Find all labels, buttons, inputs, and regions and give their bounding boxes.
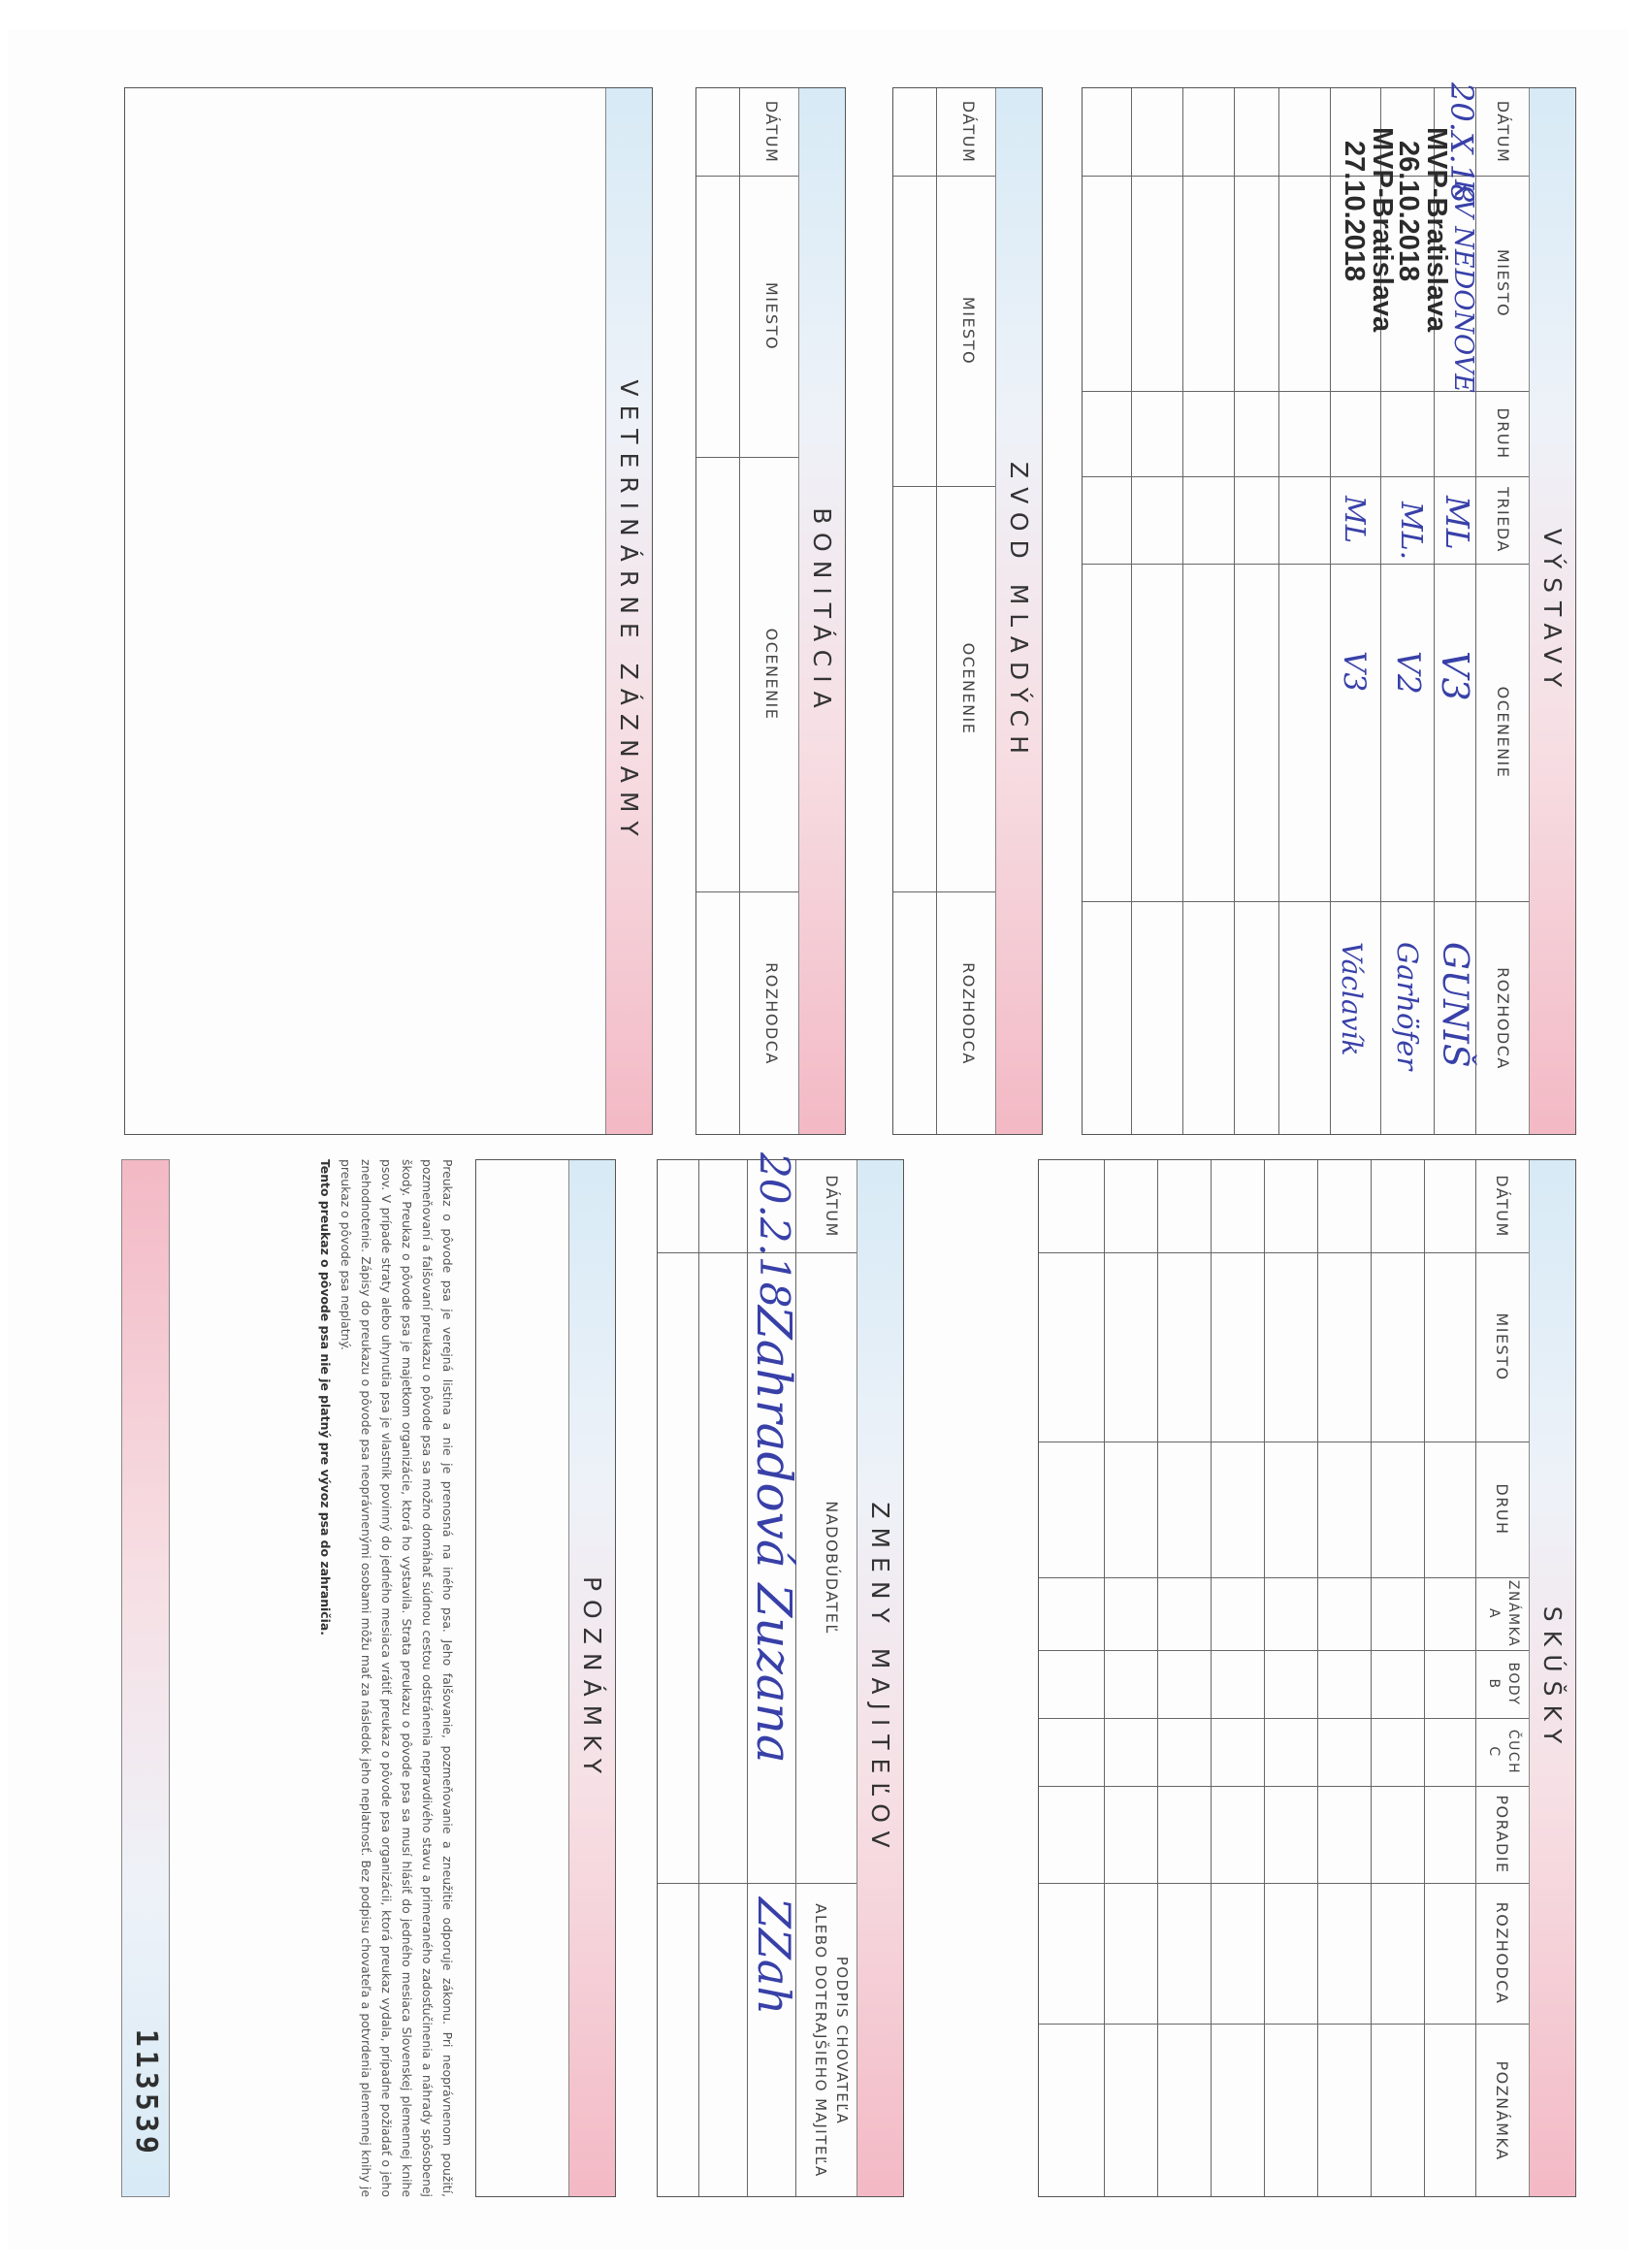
skusky-col-znamka-sub: A <box>1486 1607 1502 1620</box>
zvod-col-datum: DÁTUM <box>959 100 978 164</box>
zvod-title: ZVOD MLADÝCH <box>1005 462 1033 762</box>
vystavy-title: VÝSTAVY <box>1538 528 1567 697</box>
vystavy-row2-stamp-datum: 26.10.2018 <box>1393 141 1424 282</box>
skusky-col-poznamka: POZNÁMKA <box>1493 2060 1511 2161</box>
bonitacia-col-datum: DÁTUM <box>762 100 781 164</box>
bonitacia-table <box>695 87 846 1135</box>
veterinarne-header-band <box>605 88 652 1134</box>
veterinarne-title: VETERINÁRNE ZÁZNAMY <box>615 379 643 845</box>
skusky-col-poradie: PORADIE <box>1493 1795 1511 1874</box>
zmeny-col-podpis-line2: ALEBO DOTERAJŠIEHO MAJITEĽA <box>812 1903 829 2178</box>
vystavy-col-druh: DRUH <box>1494 407 1512 460</box>
legal-notice <box>274 1159 458 2197</box>
zvod-mladych-table <box>892 87 1043 1135</box>
vystavy-col-trieda: TRIEDA <box>1494 487 1512 553</box>
skusky-col-rozhodca: ROZHODCA <box>1493 1901 1511 2005</box>
serial-strip <box>121 1159 170 2197</box>
zmeny-row1-nadobudatel: Zahradová Zuzana <box>746 1306 802 1764</box>
vystavy-row1-datum: 20.X.18 <box>1443 82 1480 204</box>
skusky-col-body-sub: B <box>1486 1678 1502 1690</box>
poznamky-title: POZNÁMKY <box>578 1575 606 1783</box>
zmeny-row1-podpis: ZZah <box>748 1897 800 2015</box>
zmeny-col-nadobudatel: NADOBÚDATEĽ <box>823 1501 841 1635</box>
vystavy-row1-rozhodca: GUNIŠ <box>1435 942 1474 1068</box>
zvod-col-rozhodca: ROZHODCA <box>959 962 978 1065</box>
vystavy-row1-trieda: ML <box>1439 496 1476 550</box>
serial-number: 113539 <box>129 2028 163 2157</box>
zmeny-header-band <box>857 1160 903 2196</box>
skusky-col-znamka: ZNÁMKA <box>1505 1579 1521 1648</box>
poznamky-header-band <box>568 1160 615 2196</box>
vystavy-col-ocenenie: OCENENIE <box>1494 686 1512 779</box>
vystavy-row3-stamp-datum: 27.10.2018 <box>1339 141 1370 282</box>
skusky-header-band <box>1529 1160 1575 2196</box>
vystavy-row3-rozhodca: Václavík <box>1336 942 1368 1056</box>
vystavy-row2-trieda: ML. <box>1394 502 1428 561</box>
zmeny-col-datum: DÁTUM <box>823 1175 841 1238</box>
bonitacia-col-rozhodca: ROZHODCA <box>762 962 781 1065</box>
vystavy-row1-miesto: KV NEDONOVE <box>1448 179 1478 393</box>
bonitacia-title: BONITÁCIA <box>808 507 836 717</box>
bonitacia-col-ocenenie: OCENENIE <box>762 628 781 721</box>
vystavy-col-rozhodca: ROZHODCA <box>1494 967 1512 1070</box>
legal-notice-bold: Tento preukaz o pôvode psa nie je platný pre vývoz psa do zahraničia. <box>318 1159 333 1636</box>
vystavy-header-band <box>1529 88 1575 1134</box>
vystavy-row2-ocenenie: V2 <box>1390 651 1428 695</box>
vystavy-row2-stamp-miesto: MVP-Bratislava <box>1421 127 1452 333</box>
vystavy-row3-stamp-miesto: MVP-Bratislava <box>1367 127 1398 333</box>
vystavy-col-miesto: MIESTO <box>1494 248 1512 318</box>
zmeny-majitelov-table <box>657 1152 904 2197</box>
bonitacia-header-band <box>798 88 845 1134</box>
bonitacia-col-miesto: MIESTO <box>762 281 781 351</box>
zvod-header-band <box>995 88 1042 1134</box>
skusky-col-miesto: MIESTO <box>1493 1312 1511 1381</box>
skusky-title: SKÚŠKY <box>1538 1605 1567 1753</box>
skusky-table <box>1038 1159 1576 2197</box>
skusky-col-cuch: ČUCH <box>1505 1729 1521 1775</box>
vystavy-table <box>1082 82 1576 1135</box>
legal-notice-text: Preukaz o pôvode psa je verejná listina a nie je prenosná na iného psa. Jeho falšovanie, pozmeňovanie a zneužitie odporuje zákonu. Pri neoprávnenom použití, pozmeňovaní a falšovaní preukazu o pôvode psa sa možno domáhať súdnou cestou odstránenia nepravdivého stavu a primeraného zadosťučinenia a náhrady spôsobenej škody. Preukaz o pôvode psa je majetkom organizácie, ktorá ho vystavila. Strata preukazu o pôvode psa sa musí hlásiť do jedného mesiaca Slovenskej plemennej knihe psov. V prípade straty alebo uhynutia psa je vlastník povinný do jedného mesiaca vrátiť preukaz o pôvode psa organizácii, ktorá preukaz vydala, prípadne požiadať o jeho znehodnotenie. Zápisy do preukazu o pôvode psa neoprávnenými osobami môžu mať za následok jeho neplatnosť. Bez podpisu chovateľa a potvrdenia plemennej knihy je preukaz o pôvode psa neplatný. <box>339 1159 455 2197</box>
skusky-col-datum: DÁTUM <box>1493 1175 1511 1238</box>
zmeny-col-podpis-line1: PODPIS CHOVATEĽA <box>833 1956 851 2125</box>
skusky-col-body: BODY <box>1505 1662 1521 1706</box>
vystavy-row3-ocenenie: V3 <box>1337 651 1372 693</box>
vystavy-row1-ocenenie: V3 <box>1434 651 1476 701</box>
vystavy-row2-rozhodca: Garhöfer <box>1391 942 1424 1071</box>
zmeny-title: ZMENY MAJITEĽOV <box>866 1502 894 1857</box>
veterinarne-zaznamy-table <box>124 87 653 1135</box>
zmeny-row1-datum: 20.2.18 <box>751 1152 798 1309</box>
zvod-col-miesto: MIESTO <box>959 296 978 366</box>
skusky-col-druh: DRUH <box>1493 1483 1511 1536</box>
zvod-col-ocenenie: OCENENIE <box>959 642 978 735</box>
vystavy-col-datum: DÁTUM <box>1494 100 1512 164</box>
skusky-col-cuch-sub: C <box>1486 1746 1502 1758</box>
vystavy-row3-trieda: ML <box>1339 496 1372 543</box>
poznamky-table <box>475 1159 616 2197</box>
